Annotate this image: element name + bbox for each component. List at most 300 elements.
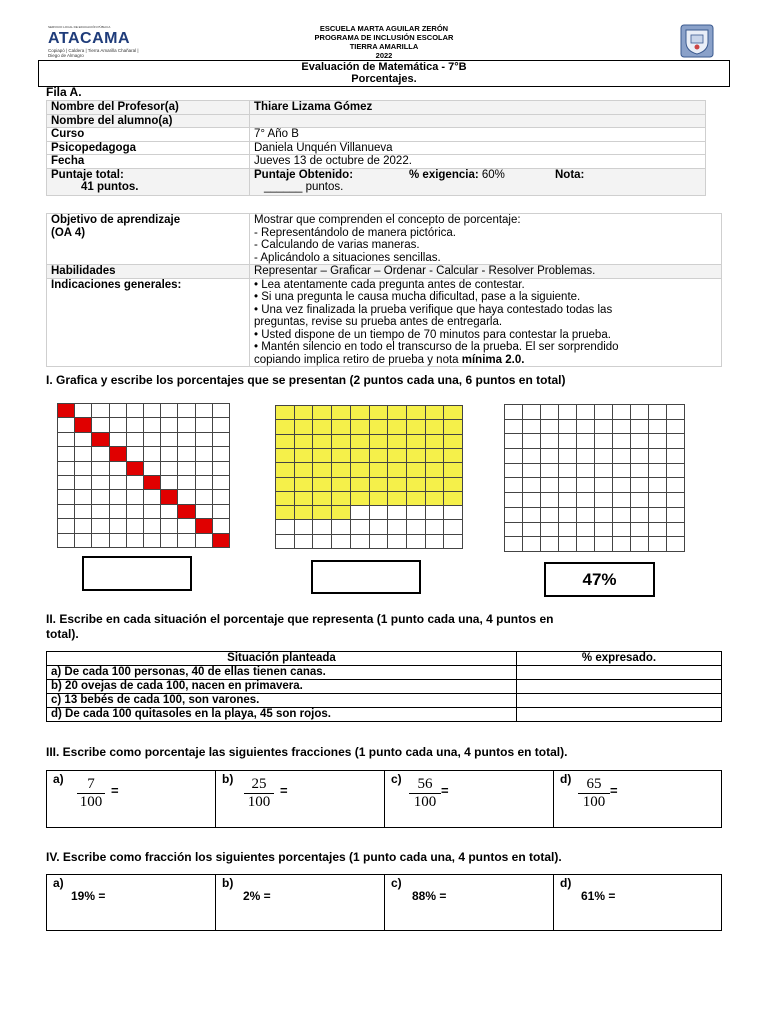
grid-cell bbox=[276, 520, 295, 534]
section2-title-line1: II. Escribe en cada situación el porcentaje que representa (1 punto cada una, 4 puntos en bbox=[46, 612, 554, 626]
grid-cell bbox=[144, 519, 161, 533]
grid-cell[interactable] bbox=[595, 464, 613, 479]
situations-table bbox=[46, 651, 722, 722]
grid-cell bbox=[332, 420, 351, 434]
grid-cell[interactable] bbox=[649, 523, 667, 538]
grid-cell bbox=[75, 404, 92, 418]
grid-cell bbox=[444, 406, 463, 420]
grid-cell bbox=[370, 463, 389, 477]
grid-cell[interactable] bbox=[541, 508, 559, 523]
grid-cell[interactable] bbox=[613, 478, 631, 493]
grid-cell bbox=[196, 433, 213, 447]
grid-cell[interactable] bbox=[559, 434, 577, 449]
grid-cell[interactable] bbox=[667, 493, 685, 508]
grid-cell bbox=[295, 535, 314, 549]
grid-cell bbox=[161, 447, 178, 461]
grid-cell bbox=[407, 478, 426, 492]
nota-label: Nota: bbox=[555, 168, 585, 181]
grid-cell[interactable] bbox=[631, 405, 649, 420]
grid-cell bbox=[58, 447, 75, 461]
grid-cell[interactable] bbox=[649, 537, 667, 552]
grid-cell bbox=[127, 462, 144, 476]
grid-cell bbox=[370, 506, 389, 520]
grid-cell bbox=[444, 435, 463, 449]
indicaciones-label: Indicaciones generales: bbox=[47, 278, 250, 367]
grid-cell bbox=[407, 406, 426, 420]
objetivo-label bbox=[47, 214, 250, 265]
grid-cell bbox=[196, 490, 213, 504]
grid-cell[interactable] bbox=[631, 478, 649, 493]
grid-cell[interactable] bbox=[541, 464, 559, 479]
answer-box-3 bbox=[544, 562, 655, 597]
grid-cell[interactable] bbox=[613, 508, 631, 523]
table-row bbox=[47, 168, 706, 195]
grid-cell bbox=[426, 406, 445, 420]
puntaje-total-label: Puntaje total: bbox=[51, 168, 124, 181]
grid-cell[interactable] bbox=[631, 434, 649, 449]
objectives-table bbox=[46, 213, 722, 367]
grid-cell[interactable] bbox=[631, 449, 649, 464]
grid-cell[interactable] bbox=[577, 508, 595, 523]
grid-cell bbox=[213, 490, 230, 504]
grid-cell[interactable] bbox=[505, 449, 523, 464]
grid-cell[interactable] bbox=[595, 508, 613, 523]
grid-cell bbox=[127, 505, 144, 519]
school-line: TIERRA AMARILLA bbox=[349, 42, 419, 51]
school-line: 2022 bbox=[375, 51, 393, 60]
grid-cell[interactable] bbox=[667, 523, 685, 538]
grid-cell[interactable] bbox=[541, 478, 559, 493]
grid-cell[interactable] bbox=[649, 434, 667, 449]
fraction bbox=[407, 776, 443, 811]
fraction-numerator: 65 bbox=[586, 776, 602, 792]
grid-cell bbox=[388, 435, 407, 449]
grid-cell[interactable] bbox=[577, 478, 595, 493]
grid-cell[interactable] bbox=[649, 478, 667, 493]
grid-cell bbox=[58, 476, 75, 490]
grid-cell[interactable] bbox=[559, 478, 577, 493]
grid-cell bbox=[276, 492, 295, 506]
grid-cell bbox=[332, 492, 351, 506]
grid-cell[interactable] bbox=[505, 405, 523, 420]
grid-cell bbox=[92, 476, 109, 490]
grid-cell[interactable] bbox=[667, 420, 685, 435]
grid-cell[interactable] bbox=[667, 434, 685, 449]
grid-cell[interactable] bbox=[595, 405, 613, 420]
grid-cell bbox=[75, 447, 92, 461]
fraction-denominator: 100 bbox=[79, 794, 103, 810]
grid-cell bbox=[407, 435, 426, 449]
logo-top-text: SERVICIO LOCAL DE EDUCACIÓN PÚBLICA bbox=[48, 25, 111, 29]
percent-value: 19% = bbox=[71, 889, 106, 903]
grid-cell bbox=[161, 519, 178, 533]
table-row bbox=[47, 708, 722, 722]
situation-answer[interactable] bbox=[517, 694, 722, 708]
table-header-row bbox=[47, 652, 722, 666]
grid-cell[interactable] bbox=[577, 405, 595, 420]
grid-cell[interactable] bbox=[631, 493, 649, 508]
grid-cell bbox=[332, 449, 351, 463]
grid-cell bbox=[213, 433, 230, 447]
grid-cell bbox=[58, 433, 75, 447]
percent-cell-c[interactable] bbox=[384, 874, 554, 931]
item-letter: d) bbox=[560, 876, 572, 890]
grid-cell bbox=[332, 463, 351, 477]
grid-cell bbox=[58, 505, 75, 519]
grid-cell bbox=[196, 534, 213, 548]
grid-cell[interactable] bbox=[559, 537, 577, 552]
percent-cell-b[interactable] bbox=[215, 874, 385, 931]
grid-cell[interactable] bbox=[523, 508, 541, 523]
situation-answer[interactable] bbox=[517, 680, 722, 694]
grid-cell[interactable] bbox=[523, 420, 541, 435]
grid-cell[interactable] bbox=[541, 537, 559, 552]
table-row bbox=[47, 141, 706, 155]
situation-answer[interactable] bbox=[517, 666, 722, 680]
situation-answer[interactable] bbox=[517, 708, 722, 722]
grid-cell[interactable] bbox=[523, 523, 541, 538]
grid-cell bbox=[332, 520, 351, 534]
grid-cell bbox=[110, 462, 127, 476]
fraction bbox=[242, 776, 276, 811]
obtenido-blank[interactable]: ______ puntos. bbox=[264, 181, 344, 193]
logo bbox=[48, 26, 148, 58]
grid-cell bbox=[407, 463, 426, 477]
grid-cell[interactable] bbox=[523, 434, 541, 449]
column-header: Situación planteada bbox=[47, 652, 517, 666]
grid-cell bbox=[58, 519, 75, 533]
grid-cell[interactable] bbox=[649, 464, 667, 479]
grid-cell bbox=[75, 433, 92, 447]
grid-cell[interactable] bbox=[649, 508, 667, 523]
grid-cell[interactable] bbox=[631, 464, 649, 479]
fraction-cell-b[interactable] bbox=[215, 770, 385, 828]
grid-cell[interactable] bbox=[559, 449, 577, 464]
percentage-grid-3[interactable] bbox=[504, 404, 685, 552]
item-letter: b) bbox=[222, 876, 234, 890]
grid-cell bbox=[127, 433, 144, 447]
logo-sub-text: Copiapó | Caldera | Tierra Amarilla Chañaral | Diego de Almagro bbox=[48, 47, 139, 58]
grid-cell bbox=[444, 506, 463, 520]
grid-cell bbox=[144, 418, 161, 432]
objetivo-line: - Calculando de varias maneras. bbox=[254, 239, 420, 251]
indicacion-line: preguntas, revise su prueba antes de entregarla. bbox=[254, 316, 503, 328]
grid-cell[interactable] bbox=[613, 405, 631, 420]
grid-cell bbox=[332, 535, 351, 549]
grid-cell bbox=[351, 520, 370, 534]
fraction-cell-d[interactable] bbox=[553, 770, 722, 828]
grid-cell bbox=[110, 404, 127, 418]
grid-cell[interactable] bbox=[631, 508, 649, 523]
grid-cell bbox=[444, 420, 463, 434]
percent-value: 2% = bbox=[243, 889, 271, 903]
grid-cell bbox=[213, 447, 230, 461]
grid-cell bbox=[92, 534, 109, 548]
objetivo-label-1: Objetivo de aprendizaje bbox=[51, 214, 181, 226]
grid-cell bbox=[178, 433, 195, 447]
section4-title: IV. Escribe como fracción los siguientes porcentajes (1 punto cada una, 4 puntos en total). bbox=[46, 850, 562, 864]
answer-box-2[interactable] bbox=[311, 560, 421, 594]
grid-cell bbox=[313, 449, 332, 463]
grid-cell[interactable] bbox=[577, 420, 595, 435]
grid-cell bbox=[213, 534, 230, 548]
percent-value: 88% = bbox=[412, 889, 447, 903]
grid-cell bbox=[75, 519, 92, 533]
habilidades-label: Habilidades bbox=[47, 265, 250, 279]
grid-cell bbox=[127, 534, 144, 548]
grid-cell bbox=[351, 406, 370, 420]
grid-cell bbox=[313, 520, 332, 534]
answer-box-1[interactable] bbox=[82, 556, 192, 591]
section2-title-line2: total). bbox=[46, 627, 79, 641]
table-row bbox=[47, 101, 706, 115]
grid-cell bbox=[444, 492, 463, 506]
grid-cell bbox=[58, 534, 75, 548]
grid-cell bbox=[110, 476, 127, 490]
grid-cell bbox=[213, 418, 230, 432]
situation-text: c) 13 bebés de cada 100, son varones. bbox=[47, 694, 517, 708]
grid-cell[interactable] bbox=[523, 493, 541, 508]
fraction bbox=[75, 776, 107, 811]
table-row bbox=[47, 155, 706, 169]
grid-cell[interactable] bbox=[631, 420, 649, 435]
grid-cell[interactable] bbox=[541, 523, 559, 538]
grid-cell bbox=[313, 463, 332, 477]
item-letter: a) bbox=[53, 876, 64, 890]
grid-cell bbox=[58, 404, 75, 418]
grid-cell[interactable] bbox=[505, 537, 523, 552]
grid-cell[interactable] bbox=[559, 508, 577, 523]
grid-cell[interactable] bbox=[541, 449, 559, 464]
grid-cell bbox=[426, 478, 445, 492]
grid-cell bbox=[92, 462, 109, 476]
grid-cell[interactable] bbox=[649, 420, 667, 435]
grid-cell bbox=[295, 478, 314, 492]
equals-sign: = bbox=[280, 783, 288, 798]
grid-cell[interactable] bbox=[523, 464, 541, 479]
grid-cell[interactable] bbox=[559, 464, 577, 479]
grid-cell bbox=[370, 520, 389, 534]
grid-cell bbox=[444, 478, 463, 492]
grid-cell bbox=[407, 420, 426, 434]
grid-cell bbox=[92, 505, 109, 519]
grid-cell[interactable] bbox=[631, 523, 649, 538]
percentage-grid-1 bbox=[57, 403, 230, 548]
grid-cell[interactable] bbox=[541, 405, 559, 420]
grid-cell bbox=[444, 463, 463, 477]
fraction-numerator: 56 bbox=[417, 776, 433, 792]
grid-cell[interactable] bbox=[505, 420, 523, 435]
grid-cell bbox=[75, 490, 92, 504]
grid-cell[interactable] bbox=[505, 464, 523, 479]
grid-cell[interactable] bbox=[541, 434, 559, 449]
grid-cell[interactable] bbox=[559, 493, 577, 508]
grid-cell[interactable] bbox=[613, 537, 631, 552]
grid-cell[interactable] bbox=[595, 523, 613, 538]
grid-cell bbox=[313, 406, 332, 420]
grid-cell bbox=[313, 492, 332, 506]
grid-cell bbox=[444, 449, 463, 463]
grid-cell[interactable] bbox=[541, 493, 559, 508]
grid-cell[interactable] bbox=[505, 434, 523, 449]
profesor-value: Thiare Lizama Gómez bbox=[250, 101, 706, 115]
grid-cell bbox=[295, 420, 314, 434]
grid-cell bbox=[178, 476, 195, 490]
fraction-denominator: 100 bbox=[582, 794, 606, 810]
grid-cell[interactable] bbox=[577, 449, 595, 464]
grid-cell[interactable] bbox=[613, 434, 631, 449]
grid-cell bbox=[75, 534, 92, 548]
grid-cell[interactable] bbox=[523, 405, 541, 420]
section2-title bbox=[46, 612, 553, 642]
grid-cell bbox=[144, 462, 161, 476]
alumno-value[interactable] bbox=[250, 114, 706, 128]
indicacion-line-text: copiando implica retiro de prueba y nota bbox=[254, 353, 462, 366]
grid-cell[interactable] bbox=[613, 523, 631, 538]
grid-cell bbox=[388, 535, 407, 549]
grid-cell[interactable] bbox=[559, 405, 577, 420]
grid-cell bbox=[92, 490, 109, 504]
table-row bbox=[47, 128, 706, 142]
grid-cell bbox=[213, 462, 230, 476]
indicaciones-value bbox=[250, 278, 722, 367]
grid-cell bbox=[213, 404, 230, 418]
grid-cell[interactable] bbox=[667, 508, 685, 523]
grid-cell bbox=[351, 478, 370, 492]
grid-cell[interactable] bbox=[613, 449, 631, 464]
school-line: PROGRAMA DE INCLUSIÓN ESCOLAR bbox=[314, 33, 454, 42]
percent-value: 61% = bbox=[581, 889, 616, 903]
section1-title: I. Grafica y escribe los porcentajes que se presentan (2 puntos cada una, 6 puntos en total) bbox=[46, 373, 566, 387]
grid-cell[interactable] bbox=[559, 523, 577, 538]
psico-label: Psicopedagoga bbox=[47, 141, 250, 155]
grid-cell[interactable] bbox=[505, 493, 523, 508]
grid-cell[interactable] bbox=[595, 434, 613, 449]
grid-cell[interactable] bbox=[577, 523, 595, 538]
grid-cell[interactable] bbox=[667, 405, 685, 420]
curso-label: Curso bbox=[47, 128, 250, 142]
grid-cell bbox=[58, 490, 75, 504]
grid-cell bbox=[178, 447, 195, 461]
percent-cell-a[interactable] bbox=[46, 874, 216, 931]
grid-cell bbox=[276, 478, 295, 492]
grid-cell bbox=[276, 406, 295, 420]
indicacion-line: • Si una pregunta le causa mucha dificultad, pase a la siguiente. bbox=[254, 291, 581, 303]
grid-cell bbox=[332, 478, 351, 492]
grid-cell[interactable] bbox=[595, 449, 613, 464]
percent-cell-d[interactable] bbox=[553, 874, 722, 931]
grid-cell[interactable] bbox=[559, 420, 577, 435]
grid-cell bbox=[178, 404, 195, 418]
grid-cell[interactable] bbox=[667, 464, 685, 479]
fraction-numerator: 25 bbox=[251, 776, 267, 792]
grid-cell bbox=[313, 535, 332, 549]
grid-cell[interactable] bbox=[577, 434, 595, 449]
grid-cell bbox=[110, 505, 127, 519]
grid-cell bbox=[161, 534, 178, 548]
grid-cell bbox=[161, 462, 178, 476]
grid-cell[interactable] bbox=[613, 493, 631, 508]
grid-cell[interactable] bbox=[505, 478, 523, 493]
grid-cell[interactable] bbox=[595, 537, 613, 552]
grid-cell[interactable] bbox=[667, 537, 685, 552]
objetivo-line: - Representándolo de manera pictórica. bbox=[254, 226, 457, 239]
grid-cell[interactable] bbox=[613, 420, 631, 435]
grid-cell[interactable] bbox=[649, 449, 667, 464]
grid-cell[interactable] bbox=[595, 493, 613, 508]
situation-text: a) De cada 100 personas, 40 de ellas tienen canas. bbox=[47, 666, 517, 680]
grid-cell[interactable] bbox=[523, 537, 541, 552]
grid-cell bbox=[178, 462, 195, 476]
fraction-cell-a[interactable] bbox=[46, 770, 216, 828]
grid-cell bbox=[370, 492, 389, 506]
grid-cell bbox=[388, 506, 407, 520]
grid-cell[interactable] bbox=[505, 523, 523, 538]
table-row bbox=[47, 278, 722, 367]
indicacion-line: • Mantén silencio en todo el transcurso de la prueba. El ser sorprendido bbox=[254, 341, 619, 353]
psico-value: Daniela Unquén Villanueva bbox=[250, 141, 706, 155]
grid-cell[interactable] bbox=[631, 537, 649, 552]
grid-cell[interactable] bbox=[577, 537, 595, 552]
grid-cell bbox=[295, 435, 314, 449]
grid-cell bbox=[370, 406, 389, 420]
column-header: % expresado. bbox=[517, 652, 722, 666]
grid-cell bbox=[110, 490, 127, 504]
grid-cell[interactable] bbox=[595, 478, 613, 493]
grid-cell[interactable] bbox=[577, 493, 595, 508]
grid-cell bbox=[110, 418, 127, 432]
grid-cell[interactable] bbox=[667, 449, 685, 464]
grid-cell bbox=[351, 463, 370, 477]
table-row bbox=[47, 694, 722, 708]
grid-cell bbox=[161, 433, 178, 447]
grid-cell[interactable] bbox=[523, 478, 541, 493]
table-row bbox=[47, 114, 706, 128]
grid-cell[interactable] bbox=[613, 464, 631, 479]
grid-cell[interactable] bbox=[577, 464, 595, 479]
grid-cell[interactable] bbox=[541, 420, 559, 435]
grid-cell[interactable] bbox=[505, 508, 523, 523]
grid-cell[interactable] bbox=[649, 405, 667, 420]
grid-cell bbox=[161, 505, 178, 519]
grid-cell bbox=[161, 490, 178, 504]
grid-cell bbox=[351, 449, 370, 463]
puntaje-obtenido bbox=[250, 168, 706, 195]
percentage-grid-2 bbox=[275, 405, 463, 549]
grid-cell bbox=[313, 478, 332, 492]
grid-cell bbox=[92, 404, 109, 418]
grid-cell[interactable] bbox=[667, 478, 685, 493]
grid-cell[interactable] bbox=[649, 493, 667, 508]
grid3-answer: 47% bbox=[582, 570, 617, 589]
grid-cell bbox=[276, 506, 295, 520]
grid-cell bbox=[426, 420, 445, 434]
indicacion-line: • Usted dispone de un tiempo de 70 minutos para contestar la prueba. bbox=[254, 328, 611, 341]
grid-cell bbox=[144, 447, 161, 461]
habilidades-value: Representar – Graficar – Ordenar - Calcular - Resolver Problemas. bbox=[250, 265, 722, 279]
grid-cell[interactable] bbox=[595, 420, 613, 435]
grid-cell bbox=[444, 535, 463, 549]
grid-cell bbox=[295, 520, 314, 534]
grid-cell bbox=[178, 534, 195, 548]
grid-cell bbox=[110, 447, 127, 461]
grid-cell bbox=[426, 506, 445, 520]
grid-cell bbox=[92, 519, 109, 533]
grid-cell[interactable] bbox=[523, 449, 541, 464]
fraction-cell-c[interactable] bbox=[384, 770, 554, 828]
grid-cell bbox=[388, 463, 407, 477]
fraction-numerator: 7 bbox=[87, 776, 95, 792]
